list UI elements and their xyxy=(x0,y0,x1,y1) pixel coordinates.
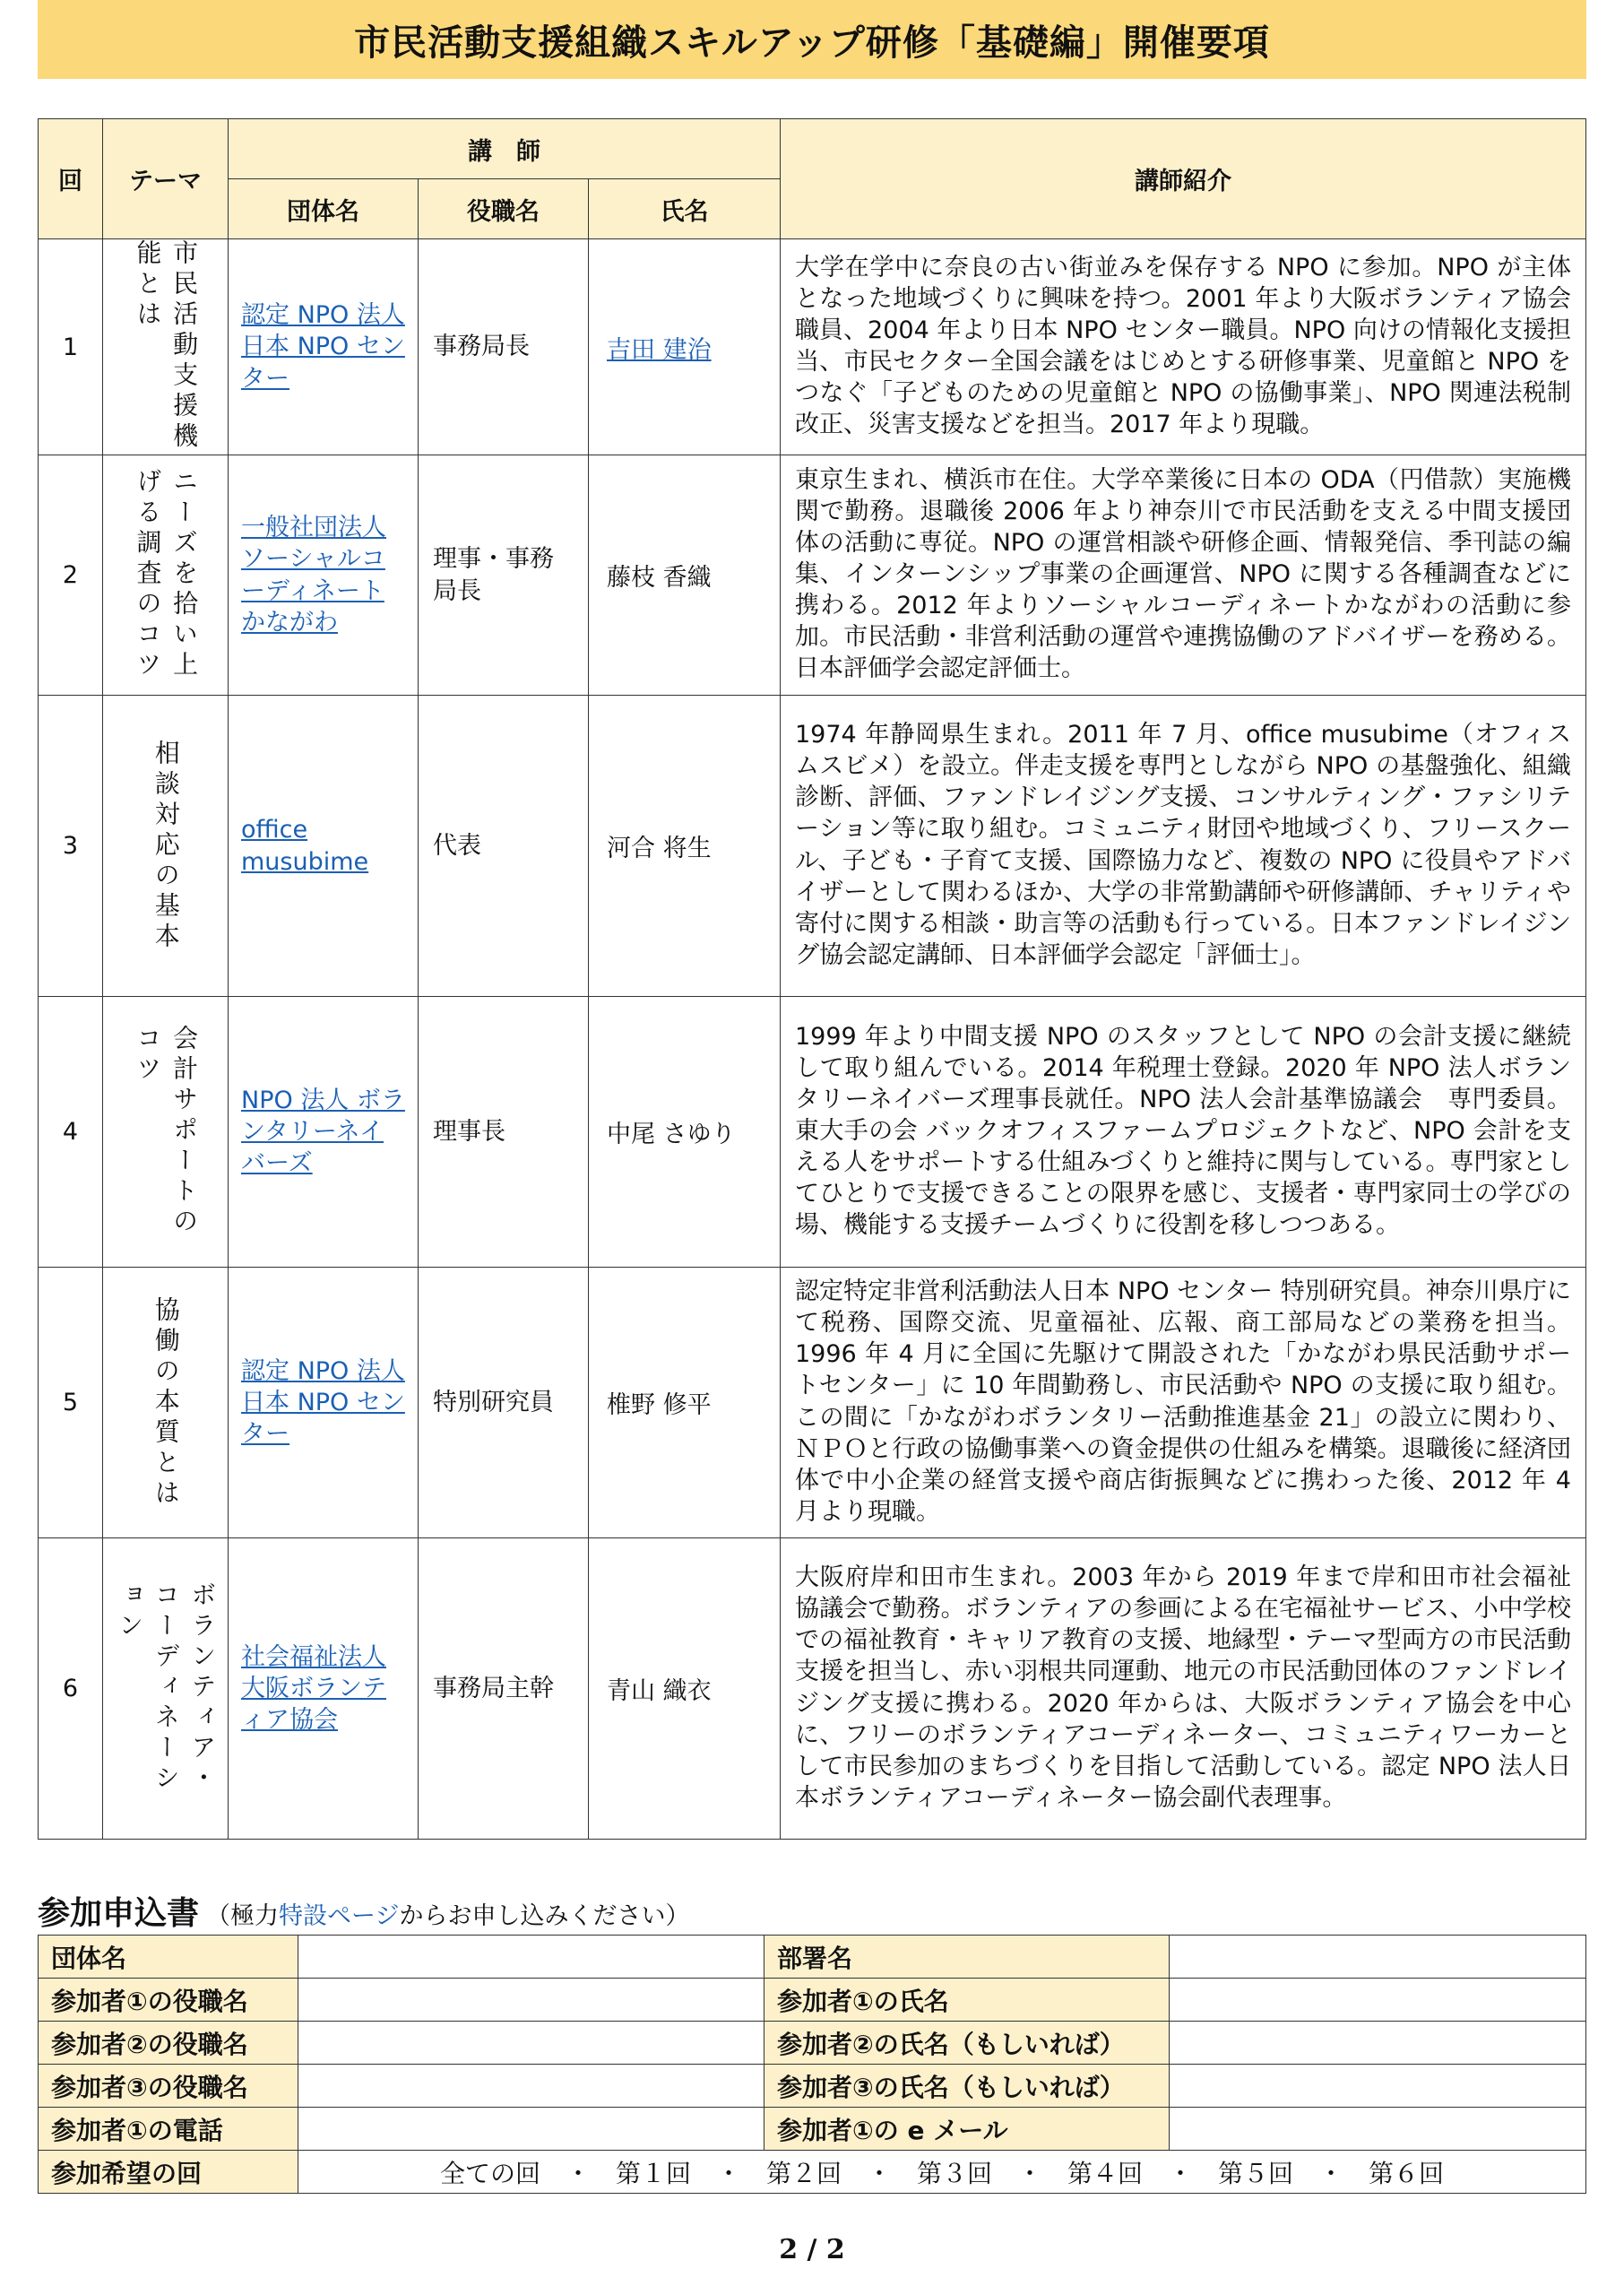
org-name-input[interactable] xyxy=(298,1936,764,1979)
org-link[interactable]: 社会福祉法人 大阪ボランティア協会 xyxy=(241,1642,386,1735)
participant2-role-input[interactable] xyxy=(298,2022,764,2065)
participant3-name-input[interactable] xyxy=(1170,2065,1586,2108)
header-name: 氏名 xyxy=(589,179,781,239)
table-row xyxy=(39,1268,1586,1538)
field-label: 団体名 xyxy=(39,1936,298,1979)
name-link[interactable]: 吉田 建治 xyxy=(607,335,712,364)
theme-main: 対応の基本 xyxy=(151,800,181,953)
role-text: 代表 xyxy=(419,696,589,997)
round-number: 1 xyxy=(39,239,103,455)
theme-text: 協働の本質とは xyxy=(151,1295,181,1510)
theme-text: ボランティア・コーディネーション xyxy=(115,1581,218,1795)
header-org: 団体名 xyxy=(229,179,419,239)
theme-text: 市民活動支援機能とは xyxy=(133,239,200,453)
bio-text: 大阪府岸和田市生まれ。2003 年から 2019 年まで岸和田市社会福祉協議会で勤務。ボランティアの参画による在宅福祉サービス、小中学校での福祉教育・キャリア教育の支援、地縁型・テーマ型両方の市民活動支援を担当し、赤い羽根共同運動、地元の市民活動団体のファンドレイジング支援に携わる。2020 年からは、大阪ボランティア協会を中心に、フリーのボランティアコーディネーター、コミュニティワーカーとして市民参加のまちづくりを目指して活動している。認定 NPO 法人日本ボランティアコーディネーター協会副代表理事。 xyxy=(781,1538,1586,1840)
bio-text: 1999 年より中間支援 NPO のスタッフとして NPO の会計支援に継続して取り組んでいる。2014 年税理士登録。2020 年 NPO 法人ボランタリーネイバーズ理事長就任。NPO 法人会計基準協議会 専門委員。東大手の会 バックオフィスファームプロジェクトなど、NPO 会計を支える人をサポートする仕組みづくりと維持に関与している。専門家としてひとりで支援できることの限界を感じ、支援者・専門家同士の学びの場、機能する支援チームづくりに役割を移しつつある。 xyxy=(781,997,1586,1268)
round-choices[interactable]: 全ての回 ・ 第１回 ・ 第２回 ・ 第３回 ・ 第４回 ・ 第５回 ・ 第６回 xyxy=(298,2151,1586,2194)
header-intro: 講師紹介 xyxy=(781,119,1586,239)
name-text: 河合 将生 xyxy=(589,696,781,997)
table-row xyxy=(39,455,1586,696)
participant2-name-input[interactable] xyxy=(1170,2022,1586,2065)
theme-text: 会計サポートのコツ xyxy=(133,1024,200,1238)
note-after: からお申し込みください） xyxy=(399,1902,690,1930)
org-link[interactable]: NPO 法人 ボランタリーネイバーズ xyxy=(241,1086,405,1178)
theme-text: ニーズを拾い上げる調査のコツ xyxy=(133,467,200,681)
round-number: 2 xyxy=(39,455,103,696)
bio-text: 認定特定非営利活動法人日本 NPO センター 特別研究員。神奈川県庁にて税務、国際交流、児童福祉、広報、商工部局などの業務を担当。1996 年 4 月に全国に先駆けて開設された「かながわ県民活動サポートセンター」に 10 年間勤務し、市民活動や NPO の支援に取り組む。この間に「かながわボランタリー活動推進基金 21」の設立に関わり、ＮＰＯと行政の協働事業への資金提供の仕組みを構築。退職後に経済団体で中小企業の経営支援や商店街振興などに携わった後、2012 年 4 月より現職。 xyxy=(781,1268,1586,1538)
title-bar xyxy=(38,0,1586,79)
field-label: 参加希望の回 xyxy=(39,2151,298,2194)
bio-text: 東京生まれ、横浜市在住。大学卒業後に日本の ODA（円借款）実施機関で勤務。退職後 2006 年より神奈川で市民活動を支える中間支援団体の活動に専従。NPO の運営相談や研修企画、情報発信、季刊誌の編集、インターンシップ事業の企画運営、NPO に関する各種調査などに携わる。2012 年よりソーシャルコーディネートかながわの活動に参加。市民活動・非営利活動の運営や連携協働のアドバイザーを務める。日本評価学会認定評価士。 xyxy=(781,455,1586,696)
name-text: 椎野 修平 xyxy=(589,1268,781,1538)
participant1-email-input[interactable] xyxy=(1170,2108,1586,2151)
role-text: 特別研究員 xyxy=(419,1268,589,1538)
table-row xyxy=(39,239,1586,455)
round-number: 5 xyxy=(39,1268,103,1538)
note-before: （極力 xyxy=(206,1902,280,1930)
org-link[interactable]: office musubime xyxy=(241,816,369,876)
table-row xyxy=(39,1538,1586,1840)
round-number: 6 xyxy=(39,1538,103,1840)
name-text: 藤枝 香織 xyxy=(589,455,781,696)
role-text: 理事長 xyxy=(419,997,589,1268)
header-theme: テーマ xyxy=(103,119,229,239)
participant3-role-input[interactable] xyxy=(298,2065,764,2108)
org-link[interactable]: 認定 NPO 法人 日本 NPO センター xyxy=(241,1356,405,1449)
field-label: 参加者③の役職名 xyxy=(39,2065,298,2108)
application-heading xyxy=(38,1888,689,1934)
special-page-link[interactable]: 特設ページ xyxy=(279,1902,400,1930)
department-input[interactable] xyxy=(1170,1936,1586,1979)
theme-text xyxy=(147,740,184,953)
header-role: 役職名 xyxy=(419,179,589,239)
application-form xyxy=(38,1935,1586,2194)
participant1-name-input[interactable] xyxy=(1170,1979,1586,2022)
application-title: 参加申込書 xyxy=(38,1895,200,1932)
table-row xyxy=(39,997,1586,1268)
org-link[interactable]: 認定 NPO 法人 日本 NPO センター xyxy=(241,301,405,393)
field-label: 参加者①の e メール xyxy=(764,2108,1170,2151)
field-label: 参加者②の氏名（もしいれば） xyxy=(764,2022,1170,2065)
name-text: 中尾 さゆり xyxy=(589,997,781,1268)
field-label: 参加者③の氏名（もしいれば） xyxy=(764,2065,1170,2108)
participant1-phone-input[interactable] xyxy=(298,2108,764,2151)
page-number: 2 / 2 xyxy=(779,2234,845,2265)
bio-text: 1974 年静岡県生まれ。2011 年 7 月、office musubime（オフィス ムスビメ）を設立。伴走支援を専門としながら NPO の基盤強化、組織診断、評価、ファンドレイジング支援、コンサルティング・ファシリテーション等に取り組む。コミュニティ財団や地域づくり、フリースクール、子ども・子育て支援、国際協力など、複数の NPO に役員やアドバイザーとして関わるほか、大学の非常勤講師や研修講師、チャリティや寄付に関する相談・助言等の活動も行っている。日本ファンドレイジング協会認定講師、日本評価学会認定「評価士」。 xyxy=(781,696,1586,997)
header-lecturer: 講 師 xyxy=(229,119,781,179)
bio-text: 大学在学中に奈良の古い街並みを保存する NPO に参加。NPO が主体となった地域づくりに興味を持つ。2001 年より大阪ボランティア協会職員、2004 年より日本 NPO センター職員。NPO 向けの情報化支援担当、市民セクター全国会議をはじめとする研修事業、児童館と NPO をつなぐ「子どものための児童館と NPO の協働事業」、NPO 関連法税制改正、災害支援などを担当。2017 年より現職。 xyxy=(781,239,1586,455)
role-text: 事務局長 xyxy=(419,239,589,455)
theme-prefix: 相談 xyxy=(151,739,181,801)
page-title: 市民活動支援組織スキルアップ研修「基礎編」開催要項 xyxy=(354,22,1270,64)
application-note xyxy=(206,1896,689,1931)
field-label: 参加者①の氏名 xyxy=(764,1979,1170,2022)
table-row xyxy=(39,696,1586,997)
header-round: 回 xyxy=(39,119,103,239)
name-text: 青山 織衣 xyxy=(589,1538,781,1840)
round-number: 3 xyxy=(39,696,103,997)
role-text: 理事・事務局長 xyxy=(419,455,589,696)
field-label: 部署名 xyxy=(764,1936,1170,1979)
participant1-role-input[interactable] xyxy=(298,1979,764,2022)
round-number: 4 xyxy=(39,997,103,1268)
org-link[interactable]: 一般社団法人 ソーシャルコーディネートかながわ xyxy=(241,514,386,637)
field-label: 参加者②の役職名 xyxy=(39,2022,298,2065)
field-label: 参加者①の役職名 xyxy=(39,1979,298,2022)
role-text: 事務局主幹 xyxy=(419,1538,589,1840)
lecture-table xyxy=(38,118,1595,1840)
field-label: 参加者①の電話 xyxy=(39,2108,298,2151)
